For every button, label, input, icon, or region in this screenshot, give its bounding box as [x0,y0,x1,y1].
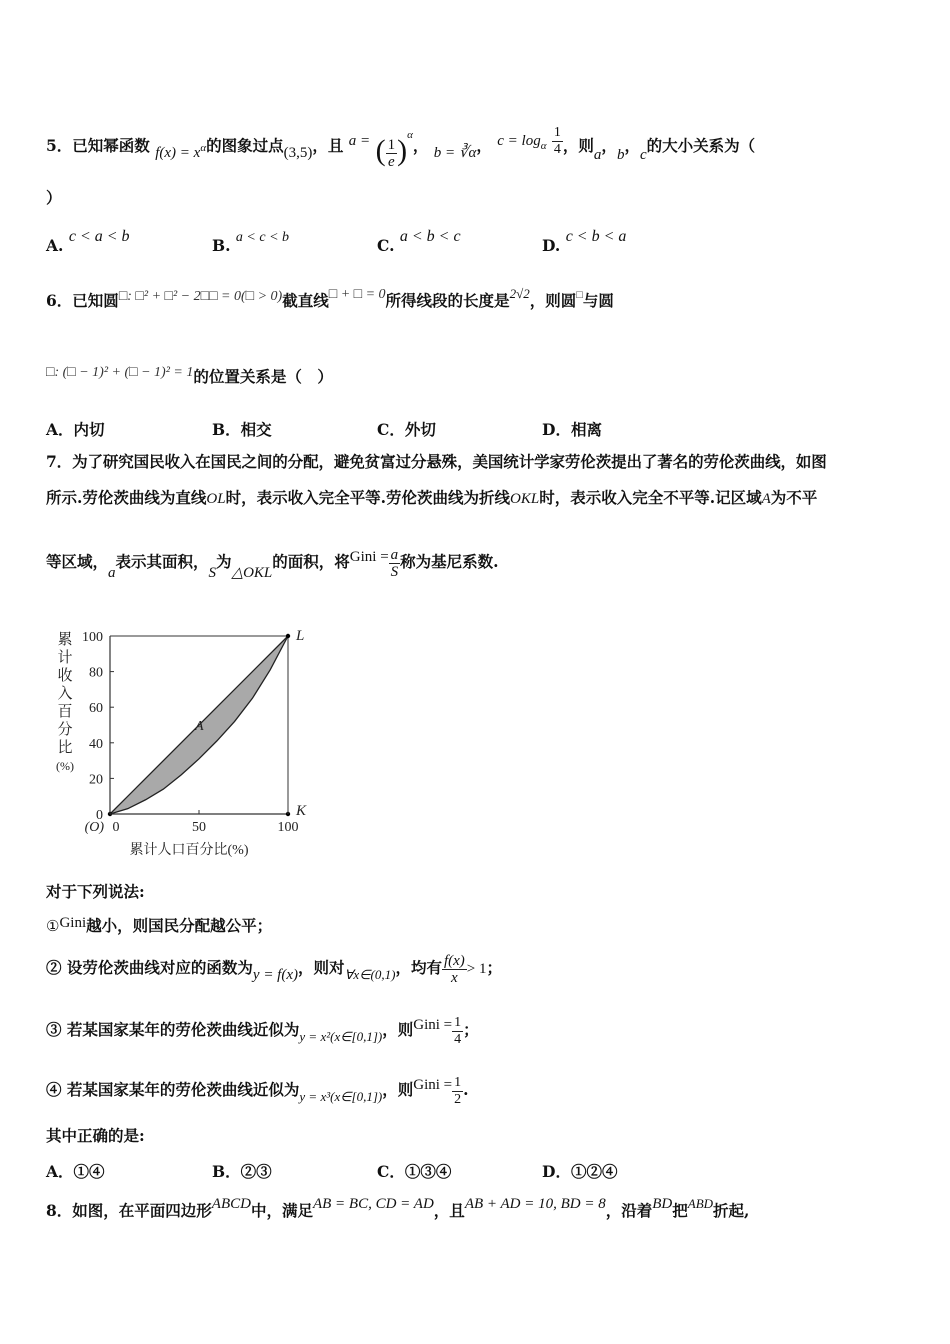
q6-option-d: D．相离 [542,420,602,439]
q5-b-eq: b = ∛α [433,145,477,161]
q7-statement-3: ③ 若某国家某年的劳伦茨曲线近似为$_{y = x^2(x\in[0,1])}$，则Gini = $\frac{1}{4}$ ； [46,1014,479,1047]
y-axis-label-char: 收 [57,668,73,684]
q5-a-paren: ( $\frac{1}{e}$ )$^\alpha$ [375,129,413,170]
lorenz-curve-chart [40,618,360,868]
y-tick-label: 20 [89,772,103,788]
q5-line1: 5．已知幂函数 $f(x) = x^\alpha$的图象过点(3,5)，且 a = ( $\frac{1}{e}$ )$^\alpha$， b = ∛α， $c = \log_\alpha$ $\frac{1}{4}$ ，则a，b，c的大小关系为（ [46,118,755,160]
q6-circle-eq: □: □² + □² − 2□□ = 0(□ > 0) [118,289,283,304]
q6-length: 2√2 [509,286,530,301]
q6-line1: 6．已知圆□: □² + □² − 2□□ = 0(□ > 0)截直线□ + □ = 0所得线段的长度是$^{2√2}$，则圆□与圆 [46,286,614,310]
q5-text-4: ，则 [562,136,594,155]
x-tick-label: 100 [277,820,299,835]
y-axis-label-char: 入 [57,686,73,702]
q5-text-3: ，且 [312,136,344,155]
q5-a-eq: a = [348,133,371,149]
q7-intro: 对于下列说法: [46,882,145,901]
q7-option-c: C．①③④ [377,1162,452,1181]
q6-number: 6． [46,291,73,310]
y-axis-label-char: 百 [57,704,73,720]
y-axis-label-char: 比 [57,740,73,756]
y-tick-label: 40 [89,736,103,752]
q5-point: (3,5) [283,145,313,161]
q5-c-eq: $c = \log_\alpha$ [497,133,547,152]
q7-line1: 7．为了研究国民收入在国民之间的分配，避免贫富过分悬殊，美国统计学家劳伦茨提出了著名的劳伦茨曲线，如图 [46,452,827,471]
q6-option-a: A．内切 [46,420,105,439]
point-l-label: L [296,628,305,644]
q5-option-a: A. c < a < b [46,228,130,255]
q5-option-c: C. a < b < c [377,228,461,255]
q6-option-c: C．外切 [377,420,436,439]
q6-option-b: B．相交 [212,420,272,439]
q7-option-a: A．①④ [46,1162,105,1181]
q7-line2: 所示.劳伦茨曲线为直线OL时，表示收入完全平等.劳伦茨曲线为折线OKL时，表示收入完全不平等.记区域A为不平 [46,488,818,507]
q5-fx: $f(x) = x^\alpha$ [155,142,207,161]
x-tick-label: 50 [192,820,206,835]
y-tick-label: 80 [89,665,103,681]
q7-statement-4: ④ 若某国家某年的劳伦茨曲线近似为$_{y = x^3(x\in[0,1])}$，则Gini = $\frac{1}{2}$ . [46,1074,469,1107]
q7-line3: 等区域，a表示其面积，S为△OKL的面积，将Gini = $\frac{a}{S}$ 称为基尼系数. [46,546,499,581]
q5-number: 5． [46,136,73,155]
q5-c-frac: $\frac{1}{4}$ [553,124,561,157]
q5-text-5: 的大小关系为（ [646,136,756,155]
y-axis-label-char: 累 [57,632,73,648]
q7-statement-2: ② 设劳伦茨曲线对应的函数为y = f(x)，则对$_{\forall x\in(0,1)}$，均有 $\frac{f(x)}{x}$ > 1； [46,952,503,986]
q5-option-d: D. c < b < a [542,228,627,255]
y-tick-label: 0 [96,808,103,823]
region-a-label: A [195,719,204,734]
y-tick-label: 100 [82,630,103,645]
q7-option-d: D．①②④ [542,1162,618,1181]
y-axis-label-char: 分 [57,722,73,738]
q7-ask: 其中正确的是: [46,1126,145,1145]
q6-line-eq: □ + □ = 0 [328,287,386,302]
y-axis-label-char: 计 [57,650,73,666]
q6-line2: □: (□ − 1)² + (□ − 1)² = 1的位置关系是（ ） [46,365,333,386]
point-l [286,634,290,638]
q5-text-1: 已知幂函数 [72,136,150,155]
q8-line1: 8．如图，在平面四边形ABCD中，满足AB = BC, CD = AD，且AB + AD = 10, BD = 8，沿着BD把$^{ABD}$折起, [46,1196,750,1220]
origin-label: (O) [84,820,104,835]
x-tick-label: 0 [112,820,120,835]
y-axis-label-char: (%) [56,759,74,773]
point-k-label: K [296,803,307,819]
y-tick-label: 60 [89,701,103,717]
q5-text-2: 的图象过点 [206,136,284,155]
q7-statement-1: ①Gini越小，则国民分配越公平； [46,915,273,935]
q5-option-b: B. a < c < b [212,230,290,255]
x-axis-label: 累计人口百分比(%) [129,843,249,858]
q6-circle2-eq: □: (□ − 1)² + (□ − 1)² = 1 [46,365,194,380]
q5-close-paren: ） [46,188,62,207]
q7-option-b: B．②③ [212,1162,272,1181]
